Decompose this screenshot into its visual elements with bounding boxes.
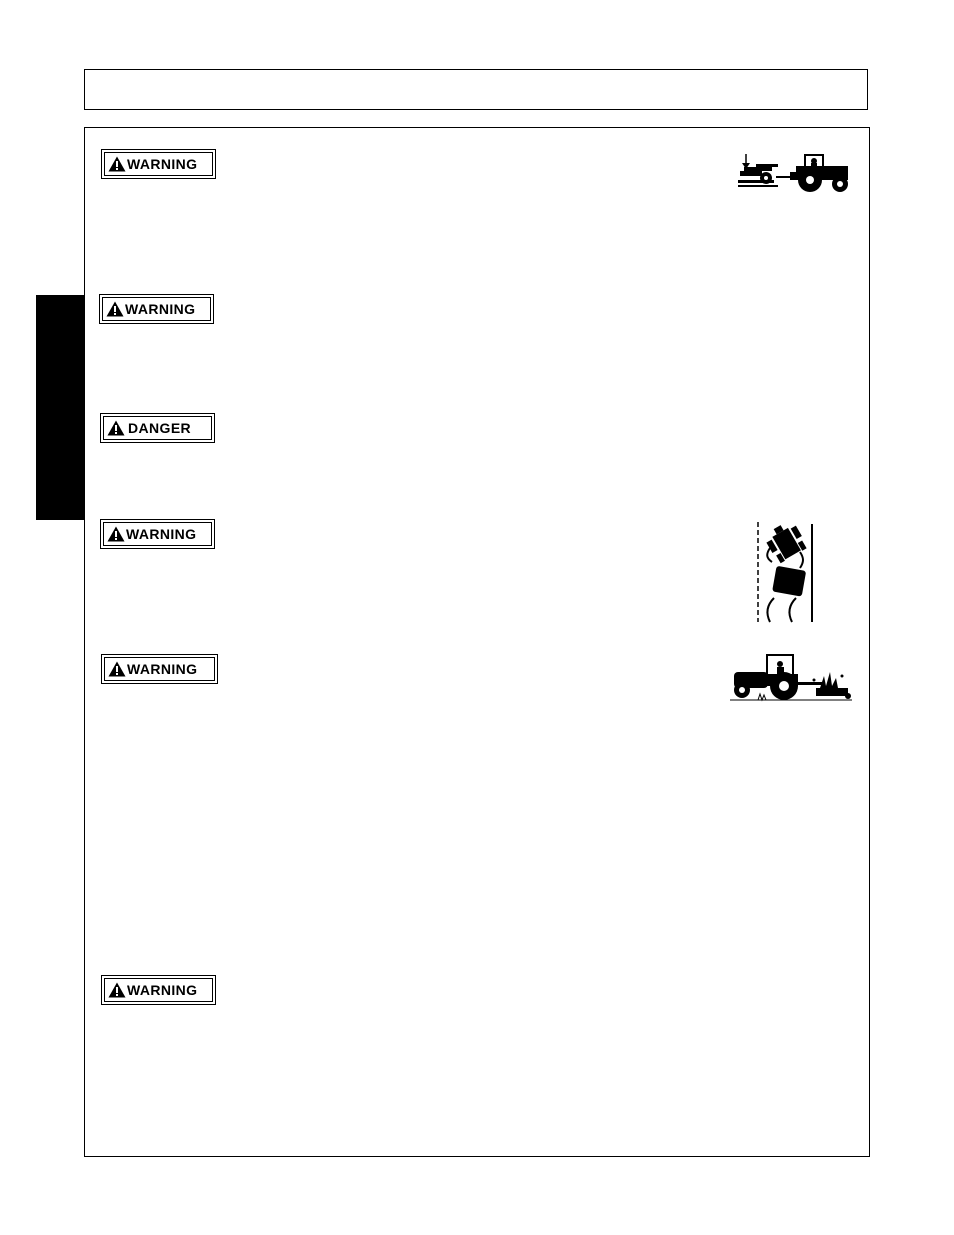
tractor-rollover-on-slope-icon: [752, 520, 818, 624]
page-header-box: [84, 69, 868, 110]
warning-triangle-icon: [108, 982, 126, 998]
signal-word: WARNING: [127, 661, 198, 677]
warning-signal-label: [101, 149, 216, 179]
signal-word: DANGER: [128, 420, 192, 436]
tractor-mowing-debris-icon: [728, 652, 854, 704]
warning-signal-label: [99, 294, 214, 324]
warning-signal-label: [101, 654, 218, 684]
warning-signal-label: [100, 519, 215, 549]
danger-signal-label: [100, 413, 215, 443]
tractor-towing-implement-icon: [736, 150, 854, 196]
signal-word: WARNING: [126, 526, 197, 542]
signal-word: WARNING: [127, 156, 198, 172]
warning-triangle-icon: [107, 526, 125, 542]
warning-triangle-icon: [107, 420, 125, 436]
warning-signal-label: [101, 975, 216, 1005]
warning-triangle-icon: [108, 156, 126, 172]
warning-triangle-icon: [106, 301, 124, 317]
signal-word: WARNING: [127, 982, 198, 998]
signal-word: WARNING: [125, 301, 196, 317]
warning-triangle-icon: [108, 661, 126, 677]
section-side-tab: [36, 295, 84, 520]
